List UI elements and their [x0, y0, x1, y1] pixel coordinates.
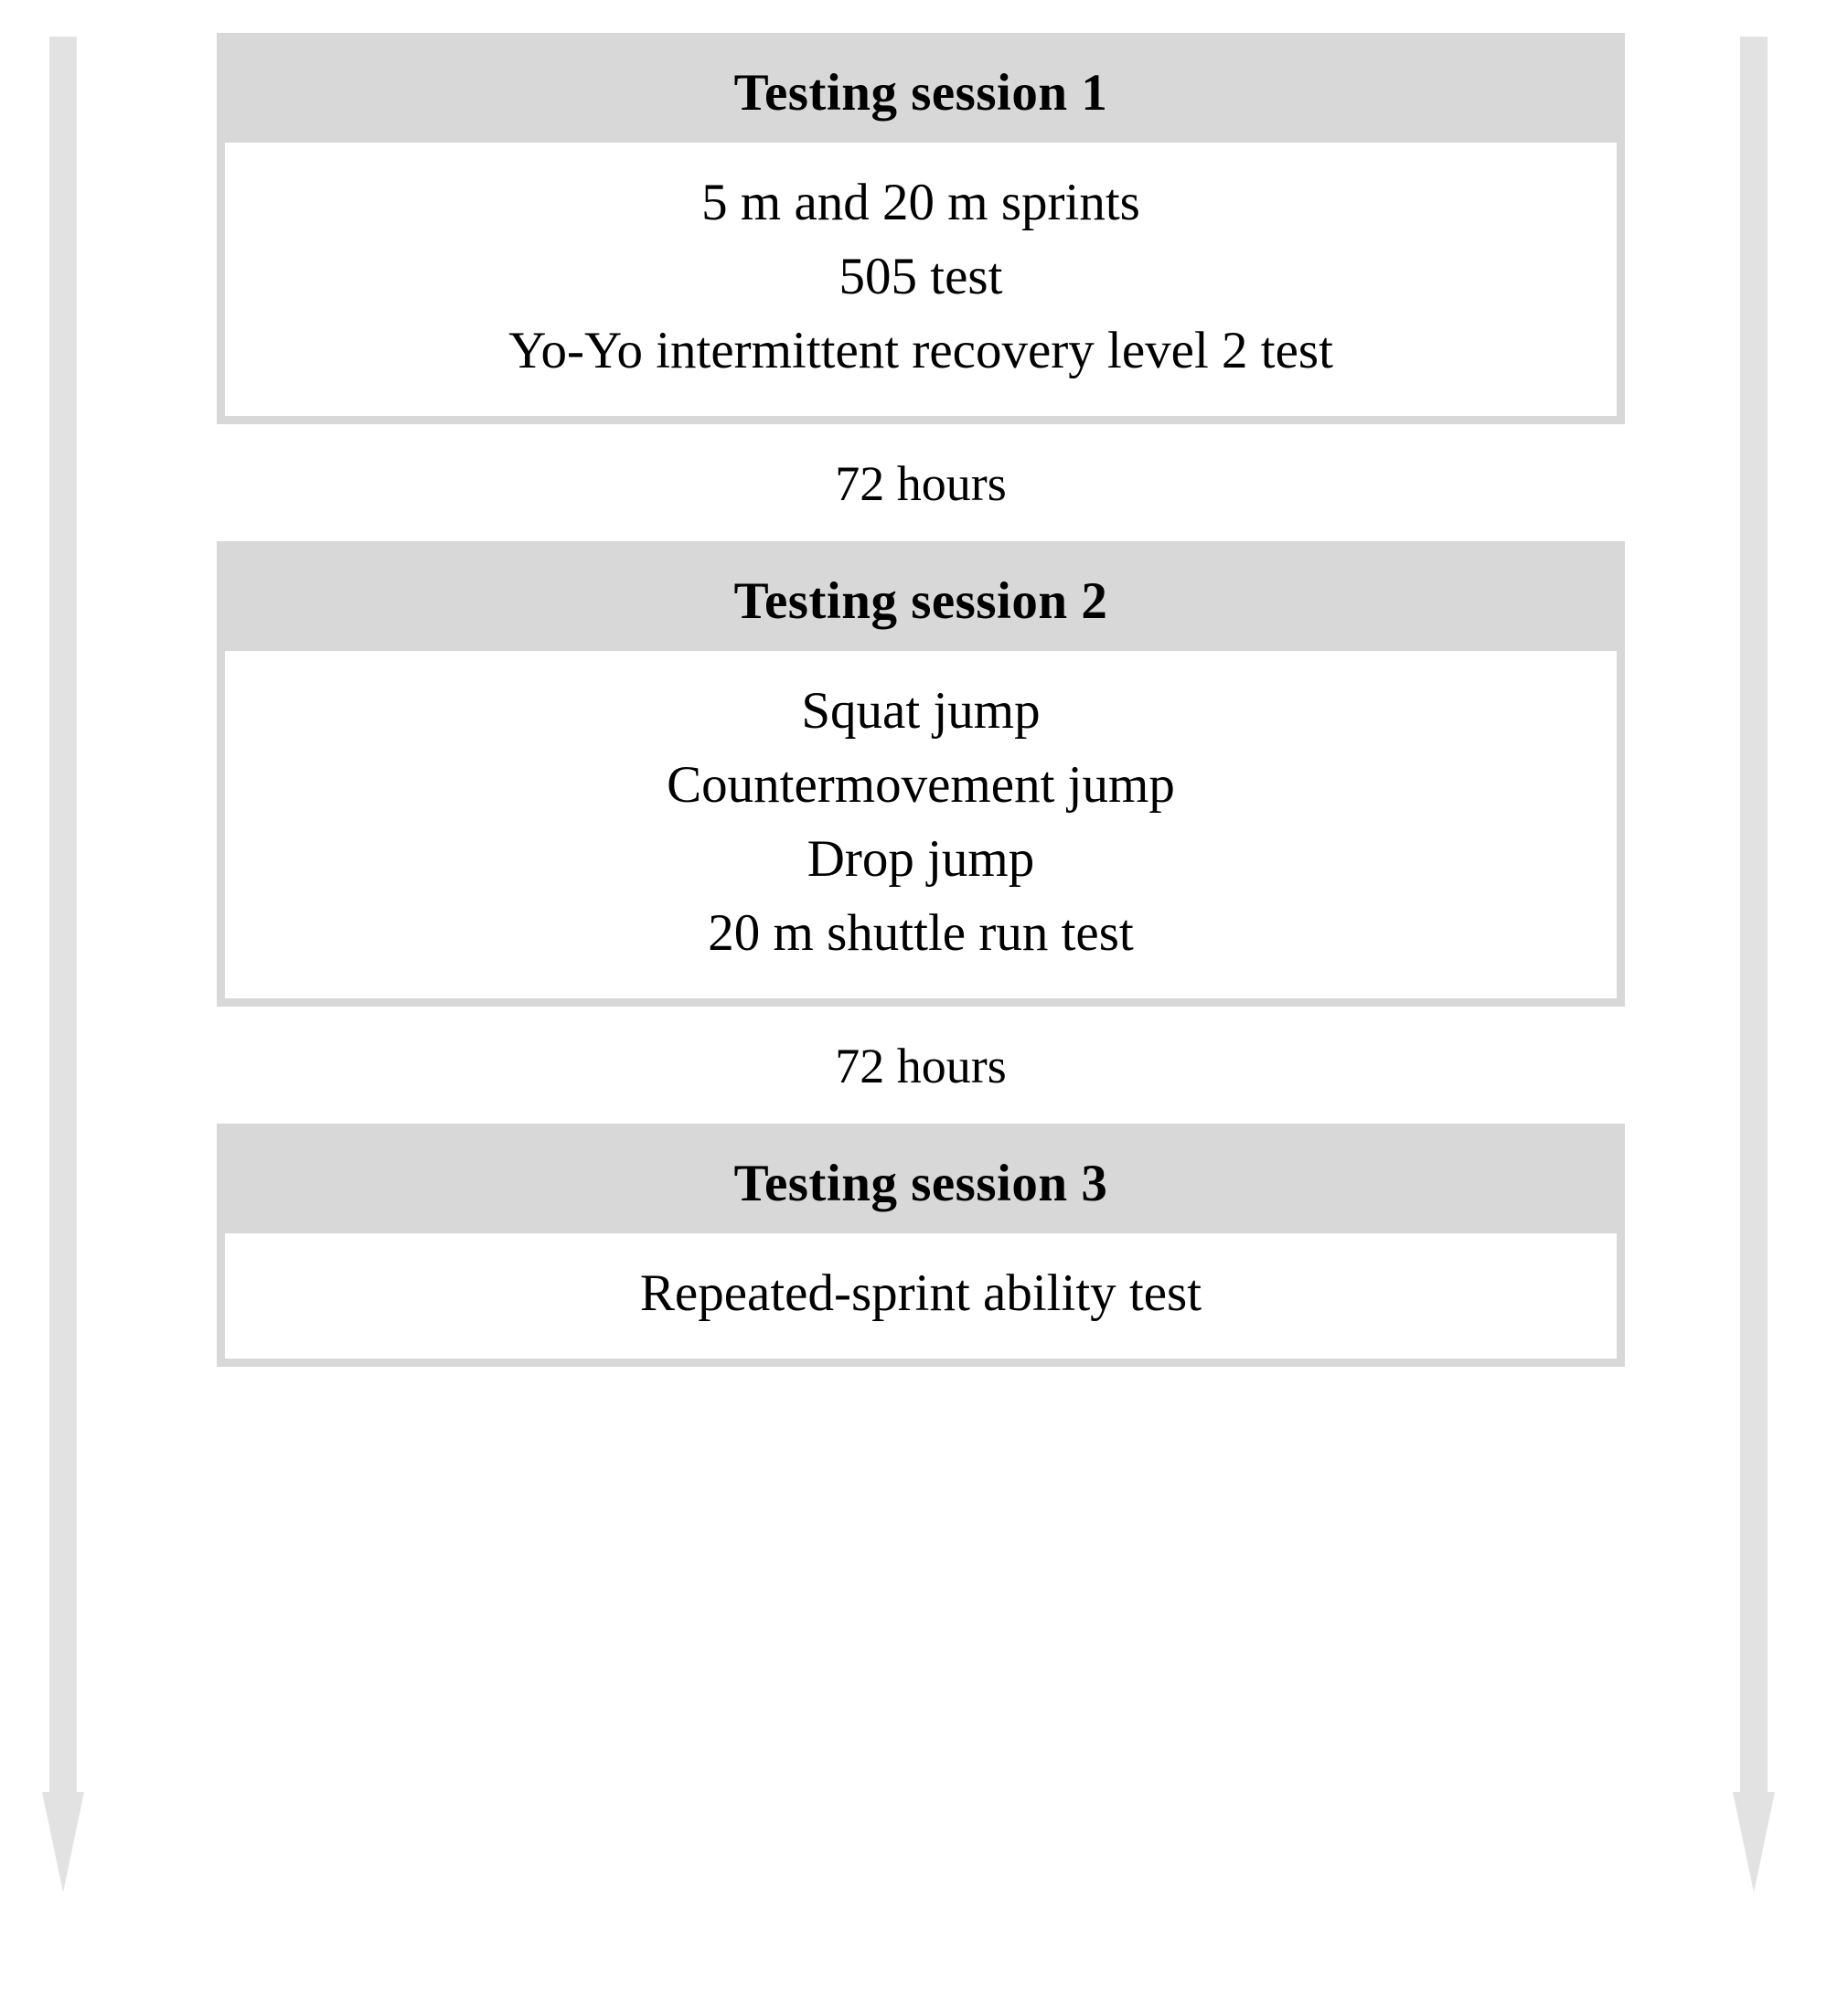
session-block-2	[217, 541, 1625, 1007]
session-2-content	[225, 651, 1617, 998]
session-block-3	[217, 1124, 1625, 1367]
down-arrow-icon	[1733, 37, 1775, 1892]
session-2-item: 20 m shuttle run test	[708, 903, 1134, 962]
session-3-content	[225, 1233, 1617, 1359]
session-1-item: 505 test	[839, 247, 1003, 305]
session-1-content	[225, 143, 1617, 416]
session-1-item: Yo-Yo intermittent recovery level 2 test	[508, 321, 1333, 379]
session-2-item: Drop jump	[806, 829, 1035, 888]
interval-label-2: 72 hours	[835, 1038, 1007, 1093]
session-2-title: Testing session 2	[225, 549, 1617, 651]
session-1-item: 5 m and 20 m sprints	[701, 174, 1140, 231]
session-1-title: Testing session 1	[225, 41, 1617, 143]
session-block-1	[217, 33, 1625, 424]
sessions-column	[217, 33, 1625, 1367]
session-2-item: Squat jump	[801, 681, 1041, 740]
timeline-arrow-left	[42, 37, 84, 1892]
timeline-arrow-right	[1733, 37, 1775, 1892]
down-arrow-icon	[42, 37, 84, 1892]
session-3-title: Testing session 3	[225, 1132, 1617, 1233]
session-2-item: Countermovement jump	[667, 755, 1175, 814]
session-3-item: Repeated-sprint ability test	[639, 1263, 1202, 1322]
interval-label-1: 72 hours	[835, 455, 1007, 511]
